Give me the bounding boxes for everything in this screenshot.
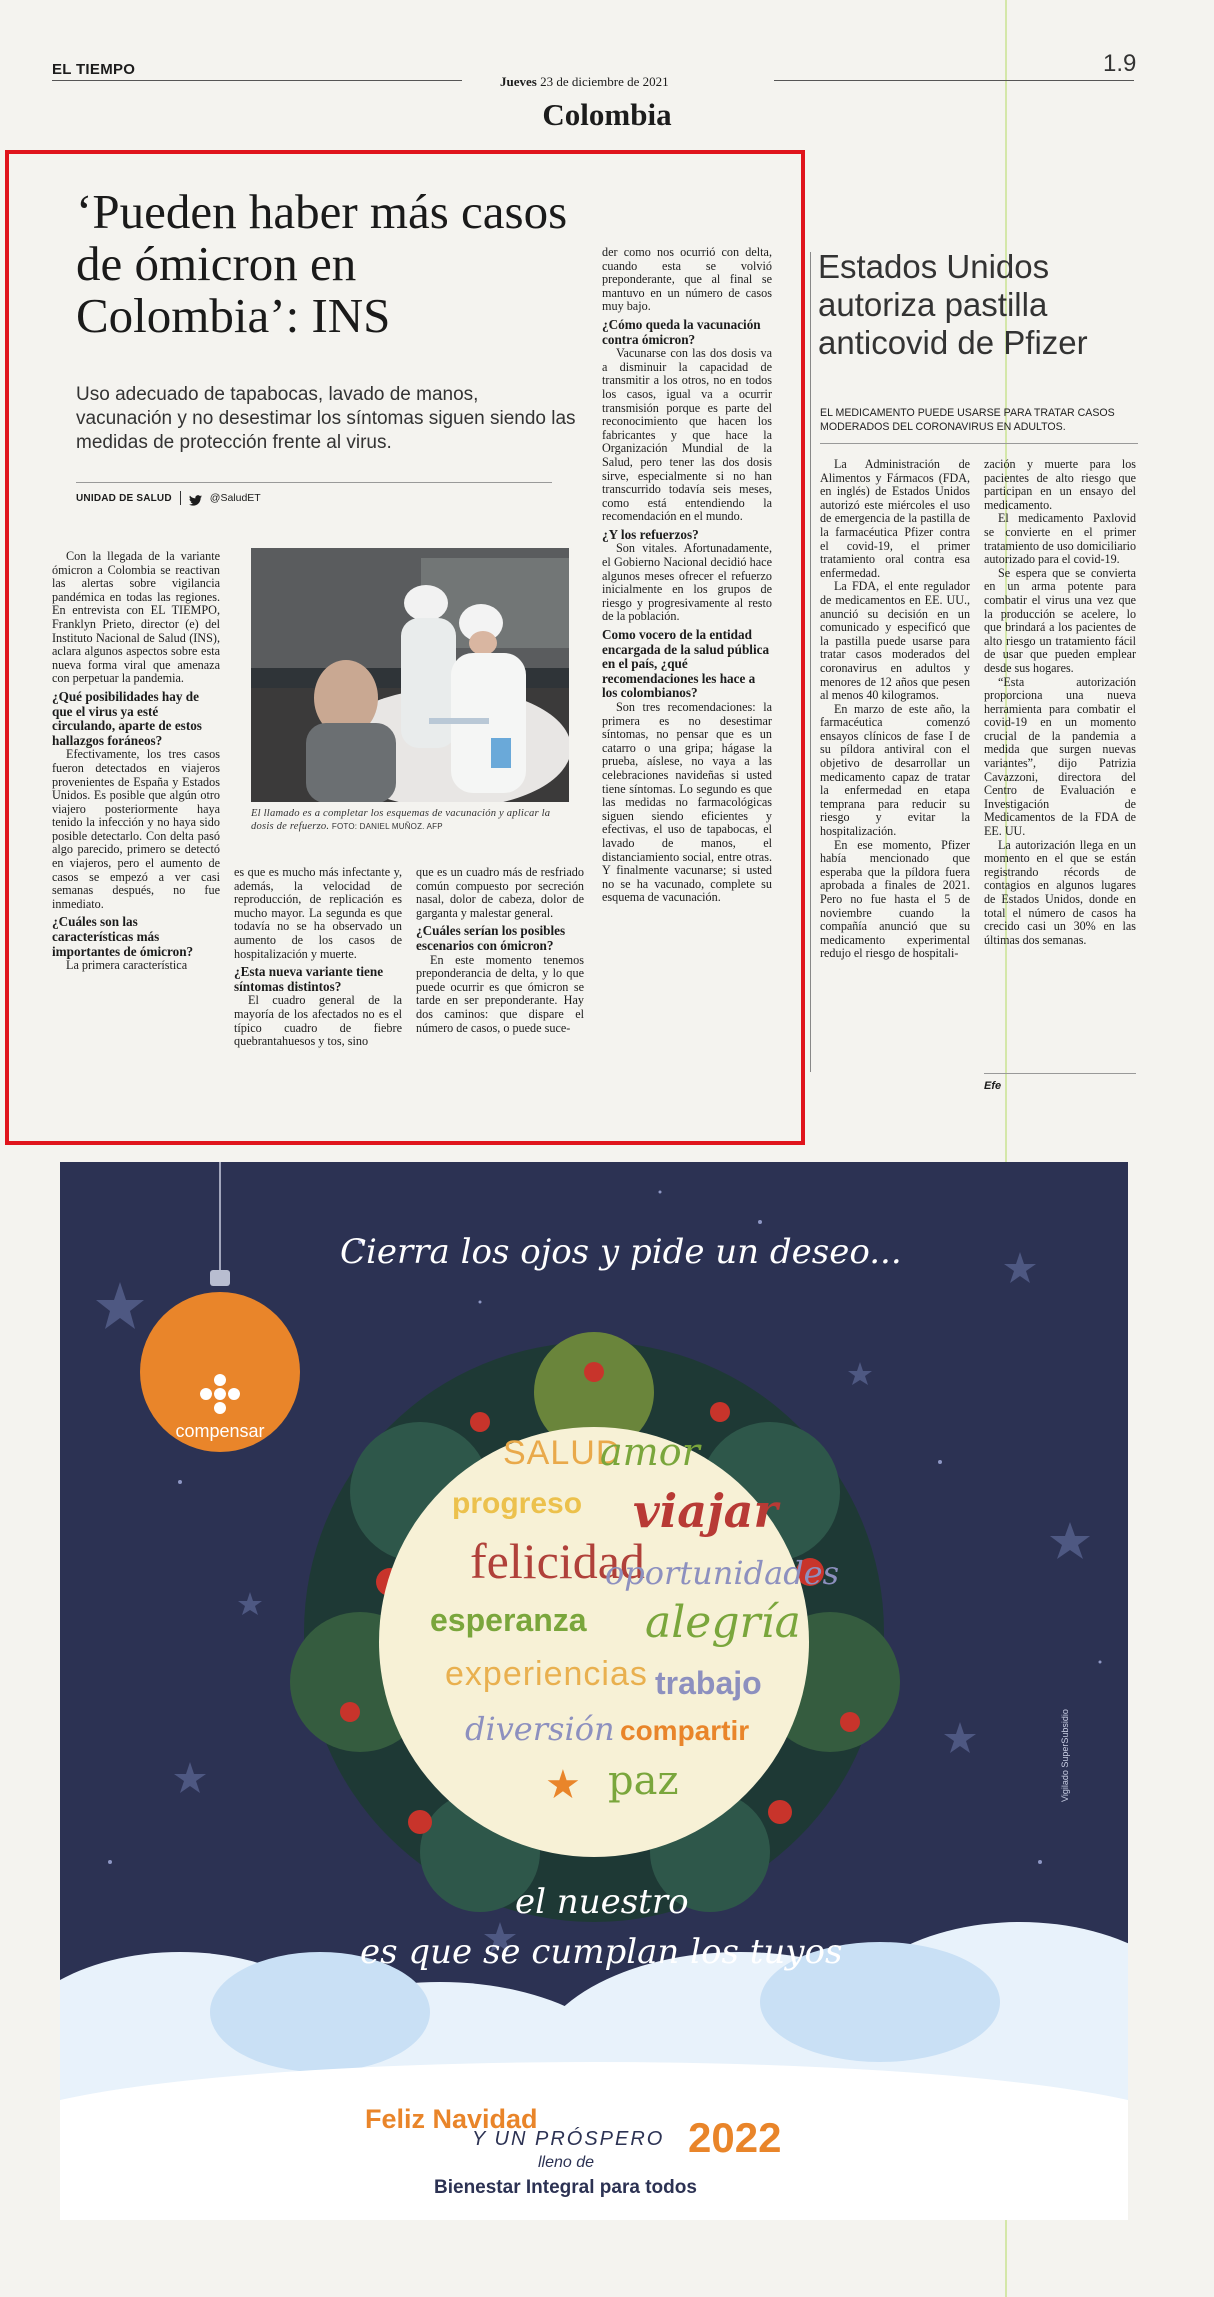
header-rule-right <box>774 80 1134 81</box>
feliz-navidad: Feliz Navidad <box>365 2104 538 2134</box>
star-icon: ★ <box>545 1763 581 1807</box>
article-headline: ‘Pueden haber más casos de ómicron en Colombia’: INS <box>76 184 568 343</box>
article-column-4: der como nos ocurrió con delta, cuando esta se volvió preponderante, que al final se mantuvo en un número de casos muy bajo. ¿Cómo queda la vacunación contra ómicron? Vacunarse con las dos dosis va a disminuir la capacidad de transmitir a los otros, no en todos los casos, igual va a ocurrir transmisión porque es parte del reconocimiento que hacen los fabricantes y que hace la Organización Mundial de la Salud, pero tener las dos dosis sirve, especialmente si no han transcurrido todavía seis meses, como está entendiendo la recomendación en el mundo. ¿Y los refuerzos? Son vitales. Afortunadamente, el Gobierno Nacional decidió hace algunos meses ofrecer el refuerzo inicialmente en los grupos de riesgo y progresivamente al resto de la población. Como vocero de la entidad encargada de la salud pública en el país, ¿qué recomendaciones les hace a los colombianos? Son tres recomendaciones: la primera es no desestimar síntomas, no pensar que es un catarro o una gripa; hágase la prueba, aíslese, no vaya a las celebraciones navideñas si usted tiene síntomas. Lo segundo es que las medidas no farmacológicas siguen siendo eficientes y efectivas, el uso de tapabocas, el lavado de manos, el distanciamiento social, entre otras. Y finalmente vacunarse; si usted no se ha vacunado, complete su esquema de vacunación. <box>602 245 772 905</box>
word-trabajo: trabajo <box>655 1665 762 1701</box>
word-alegria: alegría <box>645 1597 801 1648</box>
side-column-a: La Administración de Alimentos y Fármacos (FDA, en inglés) de Estados Unidos autorizó este miércoles el uso de emergencia de la pastilla de la farmacéutica Pfizer contra el covid-19, el primer tratamiento oral contra esa enfermedad. La FDA, el ente regulador de medicamentos en EE. UU., anunció su decisión en un comunicado y especificó que la pastilla puede usarse para tratar casos moderados del coronavirus en adultos y menores de 12 años que pesen al menos 40 kilogramos. En marzo de este año, la farmacéutica comenzó ensayos clínicos de fase I de su píldora antiviral con el objetivo de desarrollar un medicamento capaz de tratar la enfermedad en etapa temprana para reducir su riesgo y evitar la hospitalización. En ese momento, Pfizer había mencionado que esperaba que la píldora fuera aprobada a finales de 2021. Pero no fue hasta el 5 de noviembre cuando la compañía anunció que su medicamento experimental redujo el riesgo de hospitali- <box>820 457 970 961</box>
prospero-text: Y UN PRÓSPERO <box>472 2128 665 2150</box>
side-dek-rule <box>820 443 1138 444</box>
side-headline: Estados Unidos autoriza pastilla anticovid de Pfizer <box>818 248 1088 361</box>
word-felicidad: felicidad <box>470 1533 645 1589</box>
vaccination-photo-illustration <box>251 548 569 802</box>
question-heading: ¿Cuáles son las características más importantes de ómicron? <box>52 914 194 959</box>
ad-top-script: Cierra los ojos y pide un deseo... <box>340 1232 902 1272</box>
byline-rule <box>76 482 552 483</box>
question-heading: ¿Qué posibilidades hay de que el virus ya esté circulando, aparte de estos hallazgos foráneos? <box>52 688 202 748</box>
word-salud: SALUD <box>503 1434 622 1472</box>
side-dek: EL MEDICAMENTO PUEDE USARSE PARA TRATAR CASOS MODERADOS DEL CORONAVIRUS EN ADULTOS. <box>820 407 1115 433</box>
word-paz: paz <box>608 1758 679 1804</box>
masthead: EL TIEMPO <box>52 61 136 78</box>
side-source: Efe <box>984 1080 1002 1092</box>
question-heading: Como vocero de la entidad encargada de la salud pública en el país, ¿qué recomendaciones les hace a los colombianos? <box>602 627 770 701</box>
lleno-de: lleno de <box>538 2154 595 2171</box>
ad-bottom-script-2: es que se cumplan los tuyos <box>360 1932 843 1972</box>
word-viajar: viajar <box>633 1484 778 1538</box>
side-column-b: zación y muerte para los pacientes de alto riesgo que participan en un ensayo del medicamento. El medicamento Paxlovid se convierte en el primer tratamiento de uso domiciliario autorizado para el covid-19. Se espera que se convierta en un arma potente para combatir el virus una vez que la producción se acelere, lo que brindará a los pacientes de alto riesgo un tratamiento fácil de usar que pueden emplear desde sus hogares. “Esta autorización proporciona una nueva herramienta para combatir el covid-19 en un momento crucial de la pandemia a medida que surgen nuevas variantes”, dijo Patrizia Cavazzoni, directora del Centro de Evaluación e Investigación de Medicamentos de la FDA de EE. UU. La autorización llega en un momento en el que se están registrando récords de contagios en algunos lugares de Estados Unidos, donde en total el número de casos ha crecido casi un 30% en las últimas dos semanas. <box>984 457 1136 947</box>
issue-date: Jueves 23 de diciembre de 2021 <box>500 74 669 89</box>
photo-caption: El llamado es a completar los esquemas de vacunación y aplicar la dosis de refuerzo. FOTO: DANIEL MUÑOZ. AFP <box>251 808 551 832</box>
question-heading: ¿Esta nueva variante tiene síntomas distintos? <box>234 964 384 994</box>
year-2022: 2022 <box>688 2114 782 2161</box>
christmas-advertisement <box>60 1162 1128 2220</box>
twitter-icon <box>189 493 202 504</box>
article-column-3: que es un cuadro más de resfriado común compuesto por secreción nasal, dolor de cabeza, dolor de garganta y malestar general. ¿Cuáles serían los posibles escenarios con ómicron? En este momento tenemos preponderancia de delta, y lo que puede ocurrir es que ómicron se tarde en ser preponderante. Hay dos caminos: que dispare el número de casos, o puede suce- <box>416 865 584 1035</box>
vigilado-credit: Vigilado SuperSubsidio <box>1060 1709 1070 1802</box>
bienestar-tagline: Bienestar Integral para todos <box>434 2177 697 2198</box>
word-amor: amor <box>600 1430 700 1474</box>
compensar-brand: compensar <box>175 1421 265 1441</box>
word-experiencias: experiencias <box>445 1655 648 1693</box>
article-column-2: es que es mucho más infectante y, además, la velocidad de reproducción, de replicación es mucho mayor. La segunda es que todavía no se ha observado un aumento de los casos de hospitalización y muerte. ¿Esta nueva variante tiene síntomas distintos? El cuadro general de la mayoría de los afectados no es el típico cuadro de fiebre quebrantahuesos y tos, sino <box>234 865 402 1049</box>
word-esperanza: esperanza <box>430 1602 587 1638</box>
compensar-logo <box>140 1372 300 1442</box>
question-heading: ¿Cuáles serían los posibles escenarios con ómicron? <box>416 923 566 953</box>
side-article-divider <box>810 252 811 1072</box>
byline <box>76 491 261 505</box>
word-oportunidades: oportunidades <box>605 1554 840 1592</box>
question-heading: ¿Y los refuerzos? <box>602 526 699 542</box>
article-dek: Uso adecuado de tapabocas, lavado de manos, vacunación y no desestimar los síntomas siguen siendo las medidas de protección frente al virus. <box>76 384 576 453</box>
byline-author: UNIDAD DE SALUD <box>76 492 172 504</box>
photo-credit: FOTO: DANIEL MUÑOZ. AFP <box>331 822 443 831</box>
article-column-1: Con la llegada de la variante ómicron a Colombia se reactivan las alertas sobre vigilancia pandémica en todas las regiones. En entrevista con EL TIEMPO, Franklyn Prieto, director (e) del Instituto Nacional de Salud (INS), aclara algunos aspectos sobre esta nueva forma viral que amenaza con perpetuar la pandemia. ¿Qué posibilidades hay de que el virus ya esté circulando, aparte de estos hallazgos foráneos? Efectivamente, los tres casos fueron detectados en viajeros provenientes de España y Estados Unidos. Es posible que algún otro viajero posteriormente haya tenido la infección y no haya sido posible detectarlo. Con delta pasó algo parecido, primero se detectó en viajeros, pero el aumento de casos se empezó a ver casi semanas después, no fue inmediato. ¿Cuáles son las características más importantes de ómicron? La primera característica <box>52 549 220 973</box>
compensar-logo-icon <box>198 1372 242 1416</box>
article-photo <box>251 548 569 802</box>
word-progreso: progreso <box>452 1487 583 1520</box>
twitter-handle: @SaludET <box>209 492 261 504</box>
ad-bottom-script-1: el nuestro <box>515 1882 689 1922</box>
page-number: 1.9 <box>1103 50 1137 77</box>
header-rule-left <box>52 80 462 81</box>
side-end-rule <box>984 1073 1136 1074</box>
question-heading: ¿Cómo queda la vacunación contra ómicron? <box>602 316 761 347</box>
word-diversion: diversión <box>465 1710 615 1748</box>
section-title: Colombia <box>542 97 672 132</box>
word-compartir: compartir <box>620 1715 750 1746</box>
